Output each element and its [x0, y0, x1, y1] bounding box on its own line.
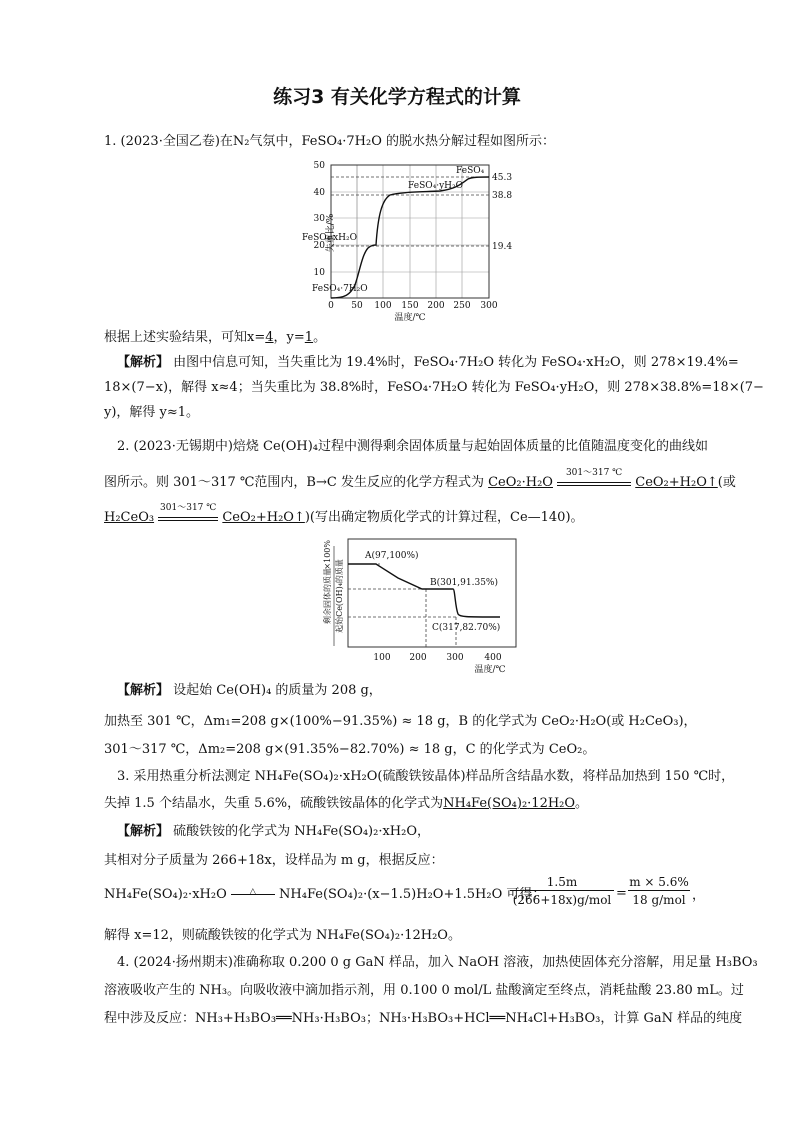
- x-tick-150: 150: [401, 301, 419, 311]
- y-label-suffix: ×100%: [323, 540, 332, 570]
- x-tick-200: 200: [409, 653, 427, 663]
- x-tick-100: 100: [373, 653, 391, 663]
- point-c-label: C(317,82.70%): [432, 623, 501, 633]
- q1-stem: 1. (2023·全国乙卷)在N₂气氛中，FeSO₄·7H₂O 的脱水热分解过程如图所示：: [104, 134, 556, 149]
- y-tick-30: 30: [313, 214, 325, 224]
- q2-line1: 2. (2023·无锡期中)焙烧 Ce(OH)₄过程中测得剩余固体质量与起始固体质量的比值随温度变化的曲线如: [117, 439, 709, 454]
- label-feso4-yh2o: FeSO₄·yH₂O: [408, 181, 464, 191]
- y-label-top: 剩余固体的质量: [323, 568, 332, 624]
- q2-analysis-2: 加热至 301 ℃，Δm₁=208 g×(100%−91.35%) ≈ 18 g，B 的化学式为 CeO₂·H₂O(或 H₂CeO₃)，: [104, 714, 697, 729]
- label-feso4-7h2o: FeSO₄·7H₂O: [312, 284, 368, 294]
- point-a-label: A(97,100%): [365, 551, 419, 561]
- ref-label-19.4: 19.4: [492, 242, 513, 252]
- x-tick-300: 300: [446, 653, 464, 663]
- label-feso4-xh2o: FeSO₄·xH₂O: [302, 233, 358, 243]
- ref-label-45.3: 45.3: [492, 173, 513, 183]
- label-feso4: FeSO₄: [456, 166, 485, 176]
- x-axis-label: 温度/℃: [474, 665, 506, 675]
- page-title: 练习3 有关化学方程式的计算: [273, 86, 521, 108]
- q4-line2: 溶液吸收产生的 NH₃。向吸收液中滴加指示剂，用 0.100 0 mol/L 盐酸滴定至终点，消耗盐酸 23.80 mL。过: [104, 983, 744, 998]
- q1-analysis-1: 【解析】 由图中信息可知，当失重比为 19.4%时，FeSO₄·7H₂O 转化为 FeSO₄·xH₂O，则 278×19.4%=: [117, 355, 739, 370]
- q4-line1: 4. (2024·扬州期末)准确称取 0.200 0 g GaN 样品，加入 NaOH 溶液，加热使固体充分溶解，用足量 H₃BO₃: [117, 955, 758, 970]
- chart-ce-oh4: [310, 536, 530, 676]
- x-tick-400: 400: [484, 653, 502, 663]
- point-b-label: B(301,91.35%): [430, 578, 498, 588]
- ref-label-38.8: 38.8: [492, 191, 513, 201]
- q2-line2: 图所示。则 301～317 ℃范围内，B→C 发生反应的化学方程式为 CeO₂·H₂O 301～317 ℃ CeO₂+H₂O↑(或: [104, 468, 736, 490]
- y-axis-label: 失重比/%: [326, 213, 336, 253]
- x-tick-250: 250: [453, 301, 471, 311]
- q3-fraction-1: 1.5m (266+18x)g/mol: [510, 874, 614, 909]
- x-tick-50: 50: [351, 301, 363, 311]
- q1-result: 根据上述实验结果，可知x=4，y=1。: [104, 330, 327, 345]
- q3-analysis-1: 【解析】 硫酸铁铵的化学式为 NH₄Fe(SO₄)₂·xH₂O，: [117, 824, 431, 839]
- q3-fraction-2: m × 5.6% 18 g/mol: [629, 875, 689, 907]
- q1-answer-y: 1: [304, 330, 314, 345]
- y-tick-10: 10: [313, 268, 325, 278]
- q3-comma: ，: [692, 888, 706, 903]
- y-tick-50: 50: [313, 161, 325, 171]
- q2-analysis-3: 301～317 ℃，Δm₂=208 g×(91.35%−82.70%) ≈ 18 g，C 的化学式为 CeO₂。: [104, 742, 596, 757]
- q1-analysis-2: 18×(7−x)，解得 x≈4；当失重比为 38.8%时，FeSO₄·7H₂O 转化为 FeSO₄·yH₂O，则 278×38.8%=18×(7−: [104, 380, 764, 395]
- y-tick-40: 40: [313, 188, 325, 198]
- q3-reaction: NH₄Fe(SO₄)₂·xH₂O △ NH₄Fe(SO₄)₂·(x−1.5)H₂O+1.5H₂O 可得：: [104, 887, 546, 902]
- x-tick-0: 0: [328, 301, 334, 311]
- x-tick-300: 300: [480, 301, 498, 311]
- q2-line3: H₂CeO₃ 301～317 ℃ CeO₂+H₂O↑)(写出确定物质化学式的计算过程，Ce—140)。: [104, 503, 584, 525]
- q3-analysis-3: 解得 x=12，则硫酸铁铵的化学式为 NH₄Fe(SO₄)₂·12H₂O。: [104, 928, 461, 943]
- q1-answer-x: 4: [265, 330, 274, 345]
- q2-analysis-1: 【解析】 设起始 Ce(OH)₄ 的质量为 208 g，: [117, 683, 382, 698]
- chart2-curve: [348, 564, 500, 617]
- q1-analysis-3: y)，解得 y≈1。: [104, 405, 200, 420]
- q3-answer: NH₄Fe(SO₄)₂·12H₂O: [443, 796, 576, 811]
- q3-eq-sign: =: [616, 886, 627, 901]
- x-tick-200: 200: [427, 301, 445, 311]
- x-tick-100: 100: [374, 301, 392, 311]
- q4-line3: 程中涉及反应：NH₃+H₃BO₃══NH₃·H₃BO₃；NH₃·H₃BO₃+HCl══NH₄Cl+H₃BO₃，计算 GaN 样品的纯度: [104, 1011, 743, 1026]
- q3-line1: 3. 采用热重分析法测定 NH₄Fe(SO₄)₂·xH₂O(硫酸铁铵晶体)样品所含结晶水数，将样品加热到 150 ℃时，: [117, 769, 735, 784]
- q3-analysis-2: 其相对分子质量为 266+18x，设样品为 m g，根据反应：: [104, 853, 444, 868]
- q3-line2: 失掉 1.5 个结晶水，失重 5.6%，硫酸铁铵晶体的化学式为NH₄Fe(SO₄)₂·12H₂O。: [104, 796, 589, 811]
- x-axis-label: 温度/℃: [394, 313, 426, 323]
- chart-mass-loss: [300, 155, 540, 325]
- y-label-bottom: 起始Ce(OH)₄的质量: [335, 559, 344, 633]
- y-tick-20: 20: [313, 241, 325, 251]
